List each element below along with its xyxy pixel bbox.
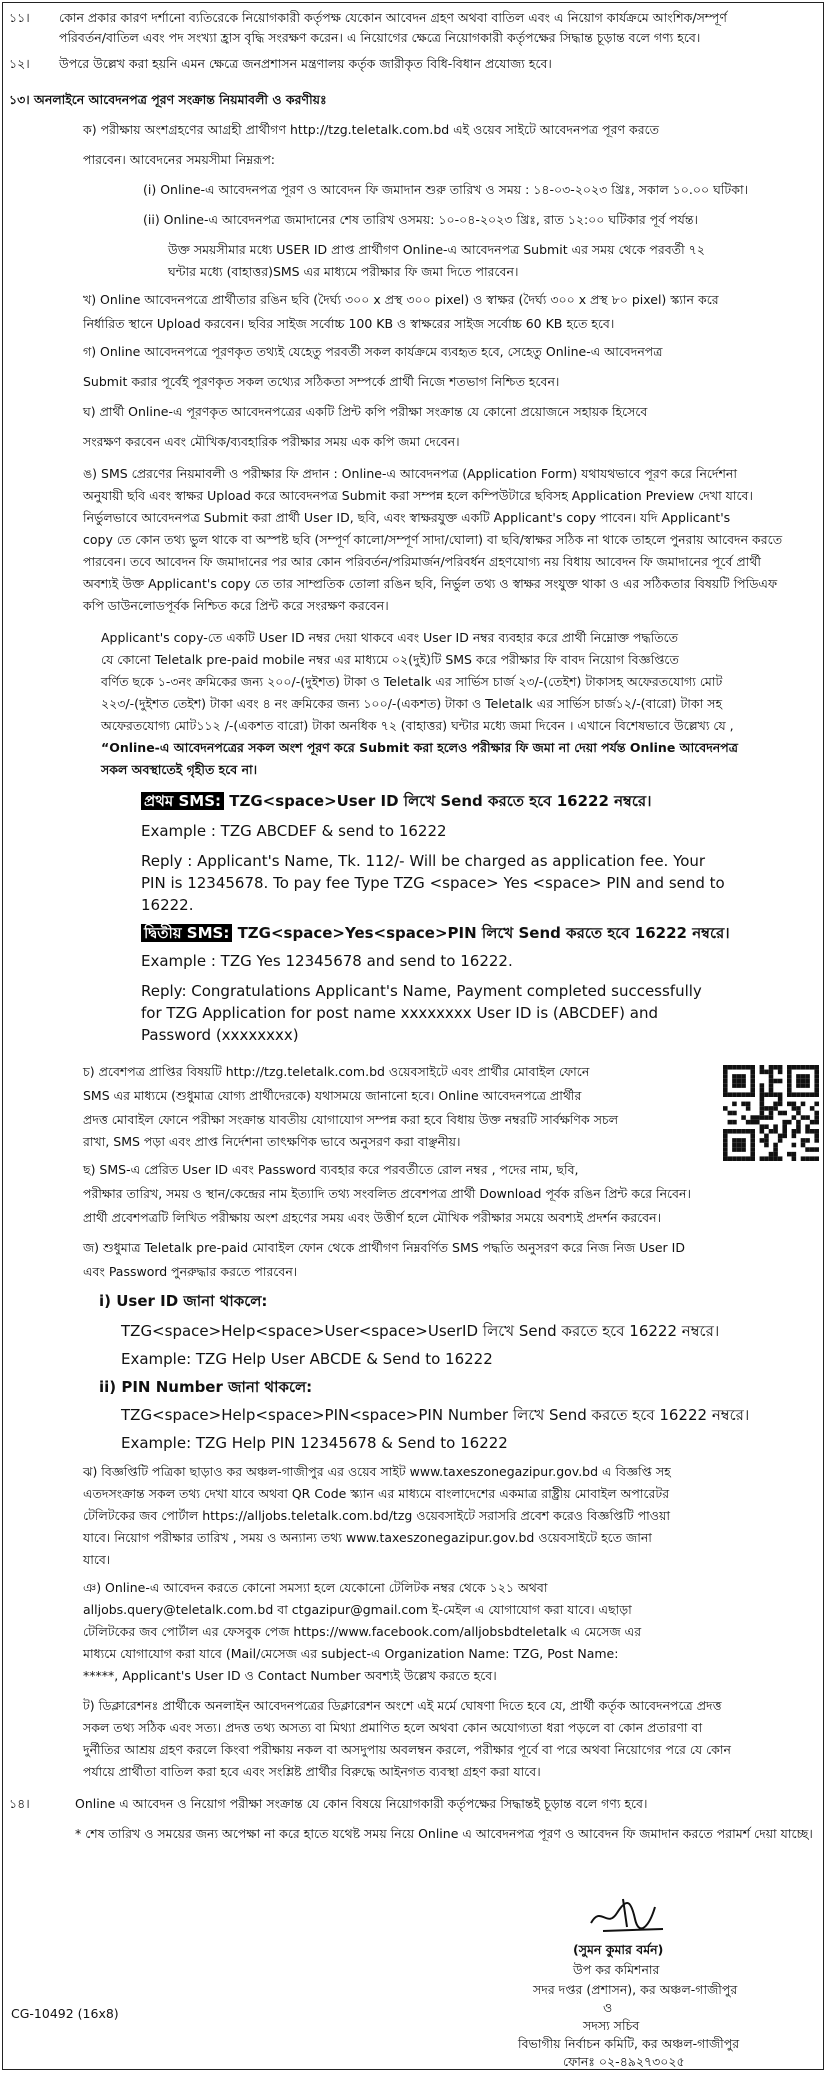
para-11-line: পরিবর্তন/বাতিল এবং পদ সংখ্যা হ্রাস বৃদ্ধি সংরক্ষণ করেন। এ নিয়োগের ক্ষেত্রে নিয়োগকারী কর্তৃপক্ষের সিদ্ধান্ত চূড়ান্ত বলে গণ্য হবে।	[59, 30, 701, 45]
userid-known-heading: i) User ID জানা থাকলে:	[99, 1292, 268, 1310]
item-uma-line: কপি ডাউনলোডপূর্বক নিশ্চিত করে প্রিন্ট করে সংরক্ষণ করবেন।	[83, 598, 389, 613]
first-sms-reply: 16222.	[141, 896, 194, 914]
applicant-copy-line: যে কোনো Teletalk pre-paid mobile নম্বর এর মাধ্যমে ০২(দুই)টি SMS করে পরীক্ষার ফি বাবদ নিয়োগ বিজ্ঞপ্তিতে	[101, 652, 679, 667]
first-sms-reply: PIN is 12345678. To pay fee Type TZG <space> Yes <space> PIN and send to	[141, 874, 725, 892]
item-ta-line: দুর্নীতির আশ্রয় গ্রহণ করলে কিংবা পরীক্ষায় নকল বা অসদুপায় অবলম্বন করলে, পরীক্ষার পূর্বে বা পরে অথবা নিয়োগের পরে যে কোন	[83, 1742, 732, 1757]
first-sms-format: TZG<space>User ID লিখে Send করতে হবে 16222 নম্বরে।	[224, 792, 652, 810]
item-cha-line: প্রার্থী প্রবেশপত্রটি লিখিত পরীক্ষায় অংশ গ্রহণের সময় এবং উত্তীর্ণ হলে মৌখিক পরীক্ষার সময়ে অবশ্যই প্রদর্শন করবেন।	[83, 1210, 662, 1225]
item-ca-line: প্রদত্ত মোবাইল ফোনে পরীক্ষা সংক্রান্ত যাবতীয় যোগাযোগ সম্পন্ন করা হবে বিধায় উক্ত নম্বরটি সার্বক্ষণিক সচল	[83, 1112, 619, 1127]
section-13-heading: ১৩। অনলাইনে আবেদনপত্র পূরণ সংক্রান্ত নিয়মাবলী ও করণীয়ঃ	[9, 92, 327, 107]
item-ca-line: SMS এর মাধ্যমে (শুধুমাত্র যোগ্য প্রার্থীদেরকে) যথাসময়ে জানানো হবে। Online আবেদনপত্রে প্রার্থীর	[83, 1088, 582, 1103]
para-12-number: ১২।	[9, 56, 30, 71]
para-14-number: ১৪।	[9, 1796, 30, 1811]
item-nya-line: alljobs.query@teletalk.com.bd বা ctgazipur@gmail.com ই-মেইল এ যোগাযোগ করা যাবে। এছাড়া	[83, 1602, 632, 1617]
circular-document	[2, 2, 824, 2070]
item-jha-line: এতদসংক্রান্ত সকল তথ্য দেখা যাবে অথবা QR Code স্ক্যান এর মাধ্যমে বাংলাদেশের একমাত্র রাষ্ট্রীয় মোবাইল অপারেটর	[83, 1486, 670, 1501]
item-gha-line: ঘ) প্রার্থী Online-এ পূরণকৃত আবেদনপত্রের একটি প্রিন্ট কপি পরীক্ষা সংক্রান্ত যে কোনো প্রয়োজনে সহায়ক হিসেবে	[83, 404, 648, 419]
item-ta-line: ট) ডিক্লারেশনঃ প্রার্থীকে অনলাইন আবেদনপত্রের ডিক্লারেশন অংশে এই মর্মে ঘোষণা দিতে হবে যে, প্রার্থী কর্তৃক আবেদনপত্রে প্রদত্ত	[83, 1698, 722, 1713]
footer-code: CG-10492 (16x8)	[11, 2006, 119, 2021]
item-gha-line: সংরক্ষণ করবেন এবং মৌখিক/ব্যবহারিক পরীক্ষার সময় এক কপি জমা দেবেন।	[83, 434, 460, 449]
signatory-role: সদস্য সচিব	[583, 2018, 640, 2033]
first-sms-reply: Reply : Applicant's Name, Tk. 112/- Will be charged as application fee. Your	[141, 852, 706, 870]
item-ga-line: Submit করার পূর্বেই পূরণকৃত সকল তথ্যের সঠিকতা সম্পর্কে প্রার্থী নিজে শতভাগ নিশ্চিত হবেন।	[83, 374, 560, 389]
pin-known-heading: ii) PIN Number জানা থাকলে:	[99, 1378, 313, 1396]
qr-code-icon[interactable]	[723, 1065, 819, 1161]
item-uma-line: পারবেন। তবে আবেদন ফি জমাদানের পর আর কোন পরিবর্তন/পরিমার্জন/পরিবর্ধন গ্রহণযোগ্য নয় বিধায় আবেদন ফি জমাদানের পূর্বে প্রার্থী	[83, 554, 762, 569]
first-sms-tag: প্রথম SMS:	[141, 792, 224, 810]
item-ca-line: চ) প্রবেশপত্র প্রাপ্তির বিষয়টি http://tzg.teletalk.com.bd ওয়েবসাইটে এবং প্রার্থীর মোবাইল ফোনে	[83, 1064, 590, 1079]
item-ga-line: গ) Online আবেদনপত্রে পূরণকৃত তথ্যই যেহেতু পরবর্তী সকল কার্যক্রমে ব্যবহৃত হবে, সেহেতু Online-এ আবেদনপত্র	[83, 344, 663, 359]
deadline-start: (i) Online-এ আবেদনপত্র পূরণ ও আবেদন ফি জমাদান শুরু তারিখ ও সময় : ১৪-০৩-২০২৩ খ্রিঃ, সকাল ১০.০০ ঘটিকা।	[143, 182, 749, 197]
item-ka-line: ক) পরীক্ষায় অংশগ্রহণের আগ্রহী প্রার্থীগণ http://tzg.teletalk.com.bd এই ওয়েব সাইটে আবেদনপত্র পূরণ করতে	[83, 122, 660, 137]
item-ka-line: ঘন্টার মধ্যে (বাহাত্তর)SMS এর মাধ্যমে পরীক্ষার ফি জমা দিতে পারবেন।	[168, 264, 519, 279]
item-jha-line: টেলিটকের জব পোর্টাল https://alljobs.teletalk.com.bd/tzg ওয়েবসাইটে সরাসরি প্রবেশ করেও বিজ্ঞপ্তিটি পাওয়া	[83, 1508, 670, 1523]
item-kha-line: খ) Online আবেদনপত্রে প্রার্থীতার রঙিন ছবি (দৈর্ঘ্য ৩০০ x প্রস্থ ৩০০ pixel) ও স্বাক্ষর (দৈর্ঘ্য ৩০০ x প্রস্থ ৮০ pixel) স্ক্যান করে	[83, 292, 719, 307]
userid-sms-example: Example: TZG Help User ABCDE & Send to 16222	[121, 1350, 493, 1368]
item-uma-line: copy তে কোন তথ্য ভুল থাকে বা অস্পষ্ট ছবি (সম্পূর্ণ কালো/সম্পূর্ণ সাদা/ঘোলা) বা ছবি/স্বাক্ষর সঠিক না থাকে তাহলে পুনরায় আবেদন করতে	[83, 532, 783, 547]
item-nya-line: *****, Applicant's User ID ও Contact Number অবশ্যই উল্লেখ করতে হবে।	[83, 1668, 497, 1683]
second-sms-tag: দ্বিতীয় SMS:	[141, 924, 232, 942]
userid-sms-format: TZG<space>Help<space>User<space>UserID লিখে Send করতে হবে 16222 নম্বরে।	[121, 1322, 720, 1340]
item-nya-line: টেলিটকের জব পোর্টাল এর ফেসবুক পেজ https://www.facebook.com/alljobsbdteletalk এ মেসেজ এর	[83, 1624, 642, 1639]
item-kha-line: নির্ধারিত স্থানে Upload করবেন। ছবির সাইজ সর্বোচ্চ 100 KB ও স্বাক্ষরের সাইজ সর্বোচ্চ 60 KB হতে হবে।	[83, 316, 615, 331]
first-sms-example: Example : TZG ABCDEF & send to 16222	[141, 822, 447, 840]
applicant-copy-line: Applicant's copy-তে একটি User ID নম্বর দেয়া থাকবে এবং User ID নম্বর ব্যবহার করে প্রার্থী নিম্নোক্ত পদ্ধতিতে	[101, 630, 679, 645]
second-sms-reply: for TZG Application for post name xxxxxxxx User ID is (ABCDEF) and	[141, 1004, 659, 1022]
pin-sms-example: Example: TZG Help PIN 12345678 & Send to 16222	[121, 1434, 508, 1452]
second-sms-reply: Reply: Congratulations Applicant's Name, Payment completed successfully	[141, 982, 702, 1000]
first-sms-instruction	[141, 793, 652, 810]
item-ta-line: পর্যায়ে প্রার্থীতা বাতিল করা হবে এবং সংশ্লিষ্ট প্রার্থীর বিরুদ্ধে আইনগত ব্যবস্থা গ্রহণ করা যাবে।	[83, 1764, 541, 1779]
para-14-line: Online এ আবেদন ও নিয়োগ পরীক্ষা সংক্রান্ত যে কোন বিষয়ে নিয়োগকারী কর্তৃপক্ষের সিদ্ধান্তই চূড়ান্ত বলে গণ্য হবে।	[75, 1796, 648, 1811]
signatory-and: ও	[603, 2000, 613, 2015]
item-jha-line: ঝ) বিজ্ঞপ্তিটি পত্রিকা ছাড়াও কর অঞ্চল-গাজীপুর এর ওয়েব সাইট www.taxeszonegazipur.gov.bd এ বিজ্ঞপ্তি সহ	[83, 1464, 671, 1479]
item-ja-line: জ) শুধুমাত্র Teletalk pre-paid মোবাইল ফোন থেকে প্রার্থীগণ নিম্নবর্ণিত SMS পদ্ধতি অনুসরণ করে নিজ নিজ User ID	[83, 1240, 685, 1255]
applicant-copy-line: সকল অবস্থাতেই গৃহীত হবে না।	[101, 762, 258, 777]
item-cha-line: ছ) SMS-এ প্রেরিত User ID এবং Password ব্যবহার করে পরবর্তীতে রোল নম্বর , পদের নাম, ছবি,	[83, 1162, 579, 1177]
second-sms-format: TZG<space>Yes<space>PIN লিখে Send করতে হবে 16222 নম্বরে।	[232, 924, 730, 942]
para-11-number: ১১।	[9, 10, 30, 25]
signatory-office: সদর দপ্তর (প্রশাসন), কর অঞ্চল-গাজীপুর	[533, 1982, 738, 1997]
para-11-line: কোন প্রকার কারণ দর্শানো ব্যতিরেকে নিয়োগকারী কর্তৃপক্ষ যেকোন আবেদন গ্রহণ অথবা বাতিল এবং এ নিয়োগ কার্যক্রমে আংশিক/সম্পূর্ণ	[59, 10, 727, 25]
applicant-copy-line: বর্ণিত ছকে ১-৩নং ক্রমিকের জন্য ২০০/-(দুইশত) টাকা ও Teletalk এর সার্ভিস চার্জ ২৩/-(তেইশ) টাকাসহ অফেরতযোগ্য মোট	[101, 674, 723, 689]
signatory-committee: বিভাগীয় নির্বাচন কমিটি, কর অঞ্চল-গাজীপুর	[518, 2036, 740, 2051]
advice-note: * শেষ তারিখ ও সময়ের জন্য অপেক্ষা না করে হাতে যথেষ্ট সময় নিয়ে Online এ আবেদনপত্র পূরণ ও আবেদন ফি জমাদান করতে পরামর্শ দেয়া যাচ্ছে।	[75, 1826, 813, 1841]
second-sms-example: Example : TZG Yes 12345678 and send to 16222.	[141, 952, 513, 970]
signatory-phone: ফোনঃ ০২-৪৯২৭৩০২৫	[563, 2054, 685, 2069]
signatory-title: উপ কর কমিশনার	[573, 1962, 660, 1977]
item-uma-line: নির্ভুলভাবে আবেদনপত্র Submit করা প্রার্থী User ID, ছবি, এবং স্বাক্ষরযুক্ত একটি Applicant's copy পাবেন। যদি Applicant's	[83, 510, 731, 525]
second-sms-instruction	[141, 925, 730, 942]
item-uma-line: অনুযায়ী ছবি এবং স্বাক্ষর Upload করে আবেদনপত্র Submit করা সম্পন্ন হলে কম্পিউটারে ছবিসহ Application Preview দেখা যাবে।	[83, 488, 753, 503]
item-uma-line: অবশ্যই উক্ত Applicant's copy তে তার সাম্প্রতিক তোলা রঙিন ছবি, নির্ভুল তথ্য ও স্বাক্ষর সংযুক্ত থাকা ও এর সঠিকতার বিষয়টি পিডিএফ	[83, 576, 778, 591]
applicant-copy-line: “Online-এ আবেদনপত্রের সকল অংশ পূরণ করে Submit করা হলেও পরীক্ষার ফি জমা না দেয়া পর্যন্ত Online আবেদনপত্র	[101, 740, 738, 755]
signatory-name: (সুমন কুমার বর্মন)	[573, 1942, 664, 1957]
item-ta-line: সকল তথ্য সঠিক এবং সত্য। প্রদত্ত তথ্য অসত্য বা মিথ্যা প্রমাণিত হলে অথবা কোন অযোগ্যতা ধরা পড়লে বা কোন প্রতারণা বা	[83, 1720, 703, 1735]
item-ka-line: পারবেন। আবেদনের সময়সীমা নিম্নরূপ:	[83, 152, 276, 167]
item-ca-line: রাখা, SMS পড়া এবং প্রাপ্ত নির্দেশনা তাৎক্ষণিক ভাবে অনুসরণ করা বাঞ্ছনীয়।	[83, 1134, 461, 1149]
item-jha-line: যাবে। নিয়োগ পরীক্ষার তারিখ , সময় ও অন্যান্য তথ্য www.taxeszonegazipur.gov.bd ওয়েবসাইটে হতে জানা	[83, 1530, 652, 1545]
signature-scribble	[583, 1893, 673, 1935]
deadline-end: (ii) Online-এ আবেদনপত্র জমাদানের শেষ তারিখ ওসময়: ১০-০৪-২০২৩ খ্রিঃ, রাত ১২:০০ ঘটিকার পূর্ব পর্যন্ত।	[143, 212, 698, 227]
applicant-copy-line: অফেরতযোগ্য মোট১১২ /-(একশত বারো) টাকা অনধিক ৭২ (বাহাত্তর) ঘন্টার মধ্যে জমা দিবেন । এখানে বিশেষভাবে উল্লেখ্য যে ,	[101, 718, 734, 733]
item-nya-line: মাধ্যমে যোগাযোগ করা যাবে (Mail/মেসেজ এর subject-এ Organization Name: TZG, Post Name:	[83, 1646, 619, 1661]
second-sms-reply: Password (xxxxxxxx)	[141, 1026, 299, 1044]
item-ja-line: এবং Password পুনরুদ্ধার করতে পারবেন।	[83, 1264, 298, 1279]
item-cha-line: পরীক্ষার তারিখ, সময় ও স্থান/কেন্দ্রের নাম ইত্যাদি তথ্য সংবলিত প্রবেশপত্র প্রার্থী Download পূর্বক রঙিন প্রিন্ট করে নিবেন।	[83, 1186, 691, 1201]
item-jha-line: যাবে।	[83, 1552, 111, 1567]
para-12-line: উপরে উল্লেখ করা হয়নি এমন ক্ষেত্রে জনপ্রশাসন মন্ত্রণালয় কর্তৃক জারীকৃত বিধি-বিধান প্রযোজ্য হবে।	[59, 56, 552, 71]
applicant-copy-line: ২২৩/-(দুইশত তেইশ) টাকা এবং ৪ নং ক্রমিকের জন্য ১০০/-(একশত) টাকা ও Teletalk এর সার্ভিস চার্জ১২/-(বারো) টাকা সহ	[101, 696, 723, 711]
item-uma-line: ঙ) SMS প্রেরণের নিয়মাবলী ও পরীক্ষার ফি প্রদান : Online-এ আবেদনপত্র (Application Form) যথাযথভাবে পূরণ করে নির্দেশনা	[83, 466, 737, 481]
item-ka-line: উক্ত সময়সীমার মধ্যে USER ID প্রাপ্ত প্রার্থীগণ Online-এ আবেদনপত্র Submit এর সময় থেকে পরবর্তী ৭২	[168, 242, 705, 257]
item-nya-line: ঞ) Online-এ আবেদন করতে কোনো সমস্যা হলে যেকোনো টেলিটক নম্বর থেকে ১২১ অথবা	[83, 1580, 548, 1595]
pin-sms-format: TZG<space>Help<space>PIN<space>PIN Number লিখে Send করতে হবে 16222 নম্বরে।	[121, 1406, 750, 1424]
